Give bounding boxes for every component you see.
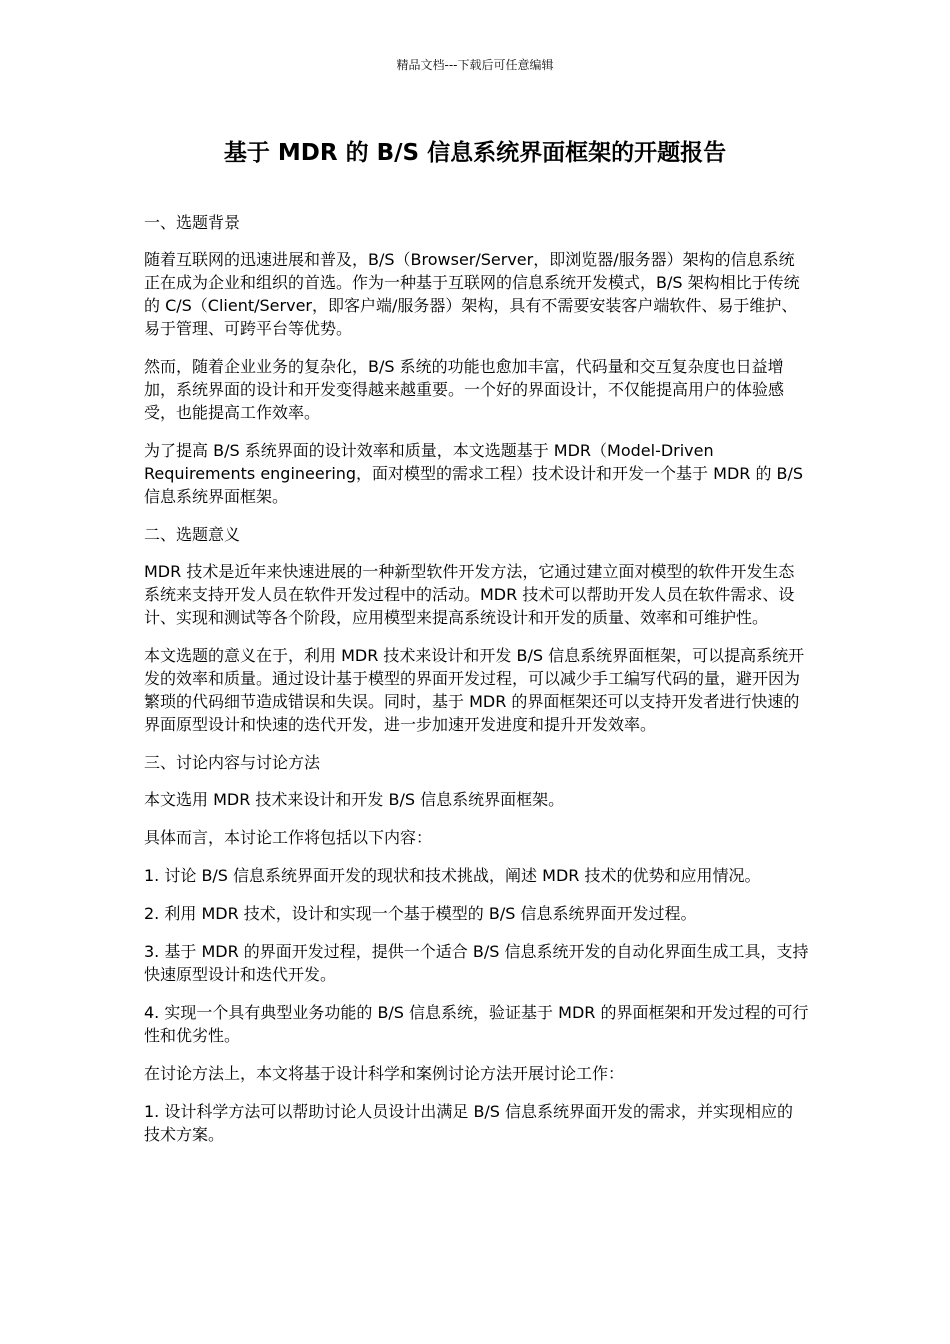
section-heading-background: 一、选题背景: [144, 213, 241, 232]
list-item: 1. 设计科学方法可以帮助讨论人员设计出满足 B/S 信息系统界面开发的需求，并实现相应的技术方案。: [144, 1102, 794, 1144]
list-item: 1. 讨论 B/S 信息系统界面开发的现状和技术挑战，阐述 MDR 技术的优势和应用情况。: [144, 866, 761, 885]
paragraph: 具体而言，本讨论工作将包括以下内容：: [144, 828, 433, 847]
document-body: [144, 211, 809, 1161]
paragraph: 随着互联网的迅速进展和普及，B/S（Browser/Server，即浏览器/服务器）架构的信息系统正在成为企业和组织的首选。作为一种基于互联网的信息系统开发模式，B/S 架构相比于传统的 C/S（Client/Server，即客户端/服务器）架构，具有不需要安装客户端软件、易于维护、易于管理、可跨平台等优势。: [144, 250, 800, 338]
section-heading-significance: 二、选题意义: [144, 525, 241, 544]
paragraph: 然而，随着企业业务的复杂化，B/S 系统的功能也愈加丰富，代码量和交互复杂度也日益增加，系统界面的设计和开发变得越来越重要。一个好的界面设计，不仅能提高用户的体验感受，也能提高工作效率。: [144, 357, 785, 422]
paragraph: 本文选题的意义在于，利用 MDR 技术来设计和开发 B/S 信息系统界面框架，可以提高系统开发的效率和质量。通过设计基于模型的界面开发过程，可以减少手工编写代码的量，避开因为繁琐的代码细节造成错误和失误。同时，基于 MDR 的界面框架还可以支持开发者进行快速的界面原型设计和快速的迭代开发，进一步加速开发进度和提升开发效率。: [144, 646, 805, 734]
paragraph: 本文选用 MDR 技术来设计和开发 B/S 信息系统界面框架。: [144, 790, 565, 809]
list-item: 2. 利用 MDR 技术，设计和实现一个基于模型的 B/S 信息系统界面开发过程。: [144, 904, 697, 923]
paragraph: 在讨论方法上，本文将基于设计科学和案例讨论方法开展讨论工作：: [144, 1064, 625, 1083]
document-title: 基于 MDR 的 B/S 信息系统界面框架的开题报告: [223, 140, 727, 166]
list-item: 3. 基于 MDR 的界面开发过程，提供一个适合 B/S 信息系统开发的自动化界面生成工具，支持快速原型设计和迭代开发。: [144, 942, 809, 984]
paragraph: MDR 技术是近年来快速进展的一种新型软件开发方法，它通过建立面对模型的软件开发生态系统来支持开发人员在软件开发过程中的活动。MDR 技术可以帮助开发人员在软件需求、设计、实现和测试等各个阶段，应用模型来提高系统设计和开发的质量、效率和可维护性。: [144, 562, 795, 627]
page-header-note: 精品文档---下载后可任意编辑: [396, 58, 554, 72]
list-item: 4. 实现一个具有典型业务功能的 B/S 信息系统，验证基于 MDR 的界面框架和开发过程的可行性和优劣性。: [144, 1003, 809, 1045]
paragraph: 为了提高 B/S 系统界面的设计效率和质量，本文选题基于 MDR（Model-Driven Requirements engineering，面对模型的需求工程）技术设计和开发一个基于 MDR 的 B/S 信息系统界面框架。: [144, 441, 804, 506]
section-heading-content-methods: 三、讨论内容与讨论方法: [144, 753, 321, 772]
